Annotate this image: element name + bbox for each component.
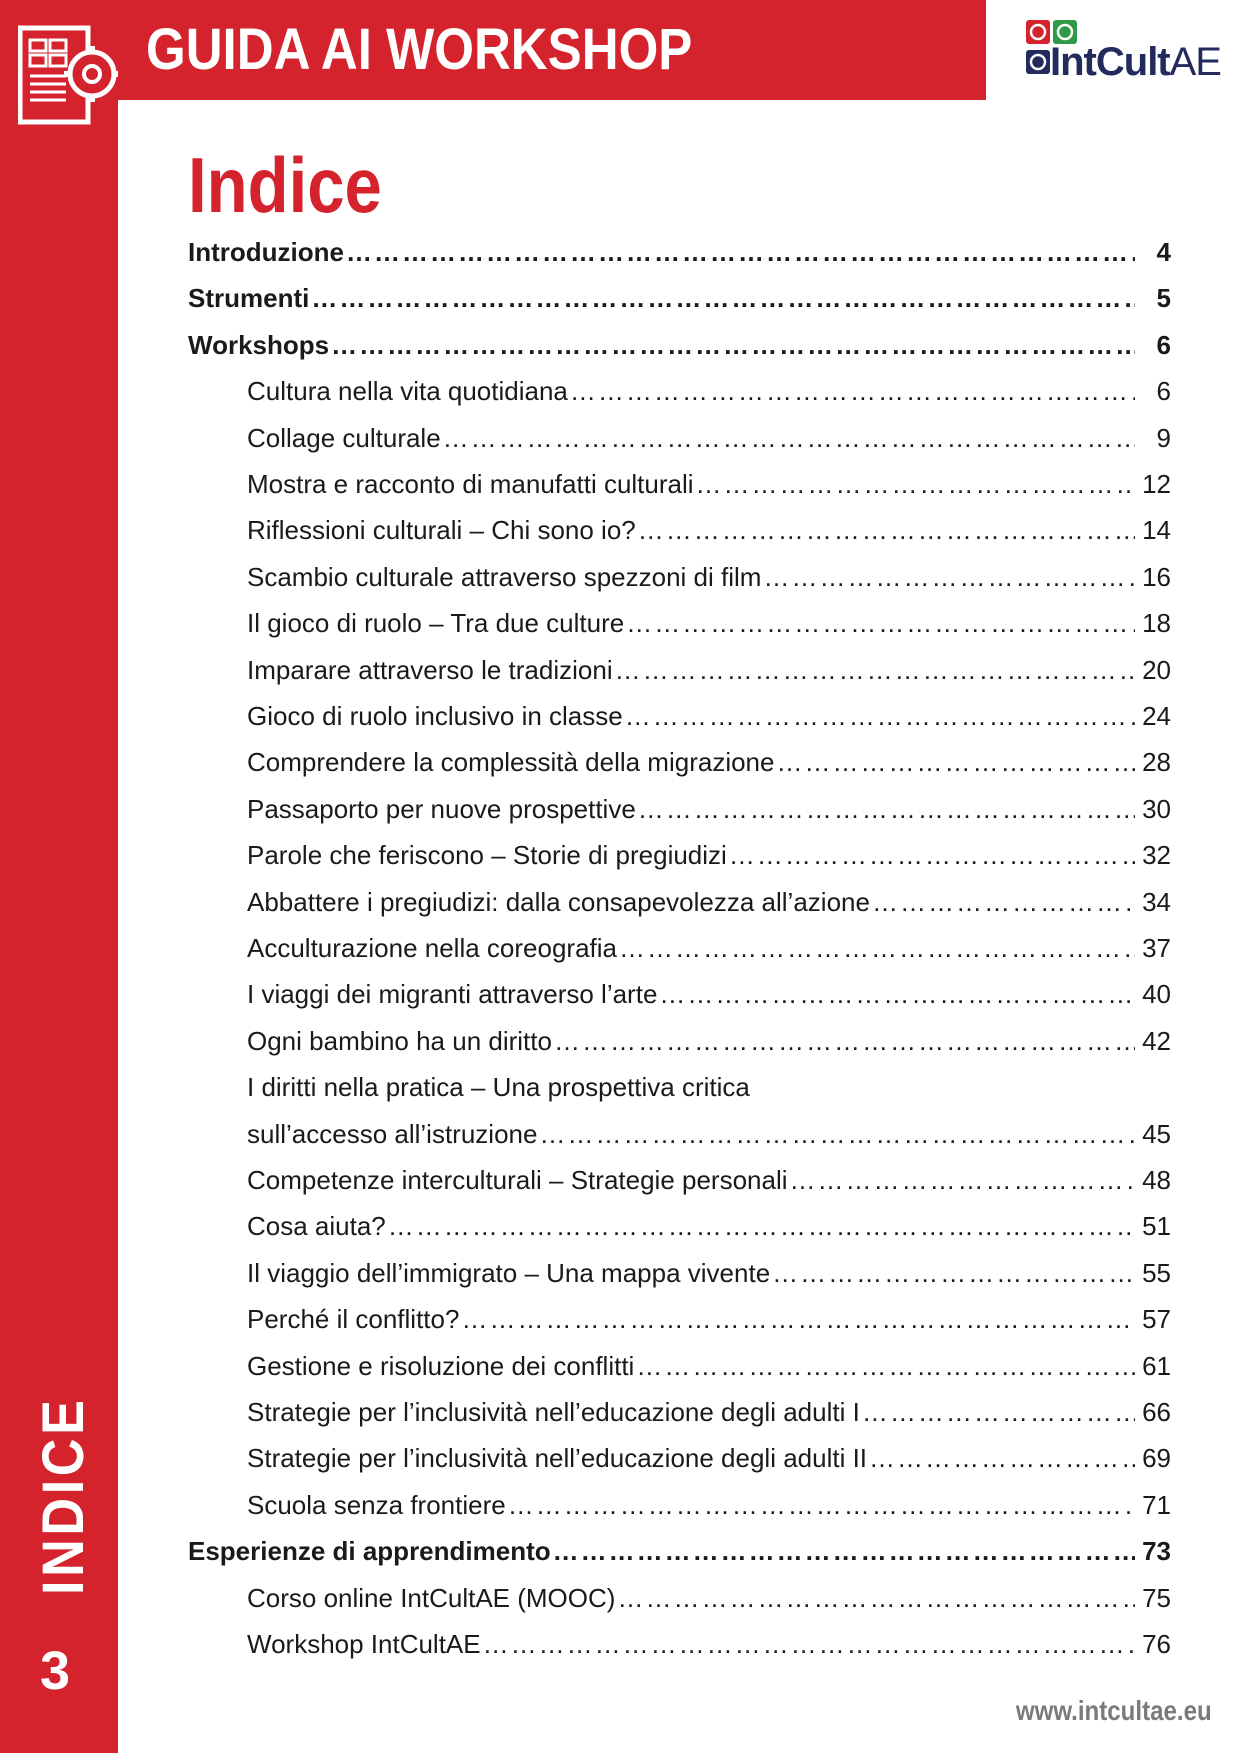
toc-entry-page: 37 bbox=[1142, 933, 1171, 963]
toc-entry-title: Comprendere la complessità della migrazione bbox=[247, 747, 775, 778]
toc-entry-page: 55 bbox=[1142, 1257, 1171, 1288]
toc-entry[interactable] bbox=[247, 414, 1171, 454]
toc-dot-leader bbox=[729, 839, 1135, 871]
toc-entry-title: Esperienze di apprendimento bbox=[188, 1536, 551, 1567]
toc-entry[interactable] bbox=[188, 274, 1171, 314]
toc-dot-leader bbox=[659, 978, 1135, 1010]
toc-entry-title: Ogni bambino ha un diritto bbox=[247, 1025, 552, 1056]
toc-dot-leader bbox=[461, 1303, 1135, 1335]
toc-entry-title: Il viaggio dell’immigrato – Una mappa vivente bbox=[247, 1257, 771, 1288]
toc-entry-page: 14 bbox=[1142, 515, 1171, 546]
toc-dot-leader bbox=[638, 514, 1135, 546]
toc-entry-page: 57 bbox=[1142, 1304, 1171, 1335]
toc-dot-leader bbox=[776, 746, 1135, 778]
toc-entry-page: 18 bbox=[1142, 608, 1171, 639]
toc-entry-page: 24 bbox=[1142, 701, 1171, 731]
toc-entry-title: Strumenti bbox=[188, 283, 310, 314]
toc-entry-page: 66 bbox=[1142, 1397, 1171, 1427]
toc-entry-page: 42 bbox=[1142, 1025, 1171, 1056]
guide-title: GUIDA AI WORKSHOP bbox=[146, 17, 693, 82]
toc-entry[interactable] bbox=[247, 367, 1171, 407]
toc-dot-leader bbox=[869, 1442, 1135, 1474]
toc-entry-title: I viaggi dei migranti attraverso l’arte bbox=[247, 979, 658, 1010]
toc-entry[interactable] bbox=[247, 785, 1171, 825]
toc-entry[interactable] bbox=[247, 924, 1171, 964]
toc-entry-page: 6 bbox=[1156, 376, 1171, 407]
toc-dot-leader bbox=[483, 1628, 1135, 1660]
toc-entry-title: Mostra e racconto di manufatti culturali bbox=[247, 469, 694, 499]
toc-entry-page: 5 bbox=[1156, 283, 1171, 314]
toc-dot-leader bbox=[790, 1164, 1135, 1196]
toc-entry[interactable] bbox=[247, 506, 1171, 546]
toc-dot-leader bbox=[388, 1210, 1135, 1242]
toc-entry-title: Strategie per l’inclusività nell’educazione degli adulti I bbox=[247, 1397, 860, 1427]
toc-dot-leader bbox=[626, 607, 1135, 639]
toc-entry[interactable] bbox=[247, 460, 1171, 500]
toc-entry-title: Cultura nella vita quotidiana bbox=[247, 376, 568, 407]
section-label-text: INDICE bbox=[31, 1396, 96, 1595]
toc-entry-page: 76 bbox=[1142, 1629, 1171, 1659]
toc-entry[interactable] bbox=[247, 1017, 1171, 1057]
toc-entry[interactable] bbox=[188, 321, 1171, 361]
toc-dot-leader bbox=[696, 468, 1135, 500]
toc-entry[interactable] bbox=[247, 1388, 1171, 1428]
workshop-guide-icon bbox=[18, 24, 118, 132]
toc-entry-page: 28 bbox=[1142, 747, 1171, 778]
toc-entry[interactable] bbox=[247, 970, 1171, 1010]
toc-entry[interactable] bbox=[247, 1295, 1171, 1335]
logo-wordmark-light: AE bbox=[1169, 40, 1221, 84]
toc-entry-page: 40 bbox=[1142, 979, 1171, 1010]
toc-dot-leader bbox=[553, 1535, 1135, 1567]
toc-entry[interactable] bbox=[188, 228, 1171, 268]
toc-entry-title: Workshops bbox=[188, 329, 330, 360]
toc-dot-leader bbox=[331, 329, 1135, 361]
toc-entry[interactable] bbox=[247, 1110, 1171, 1150]
toc-entry-page: 30 bbox=[1142, 793, 1171, 824]
toc-entry-page: 45 bbox=[1142, 1118, 1171, 1149]
toc-entry-page: 75 bbox=[1142, 1582, 1171, 1613]
toc-entry-page: 12 bbox=[1142, 469, 1171, 499]
toc-entry-title: Parole che feriscono – Storie di pregiudizi bbox=[247, 840, 727, 871]
toc-dot-leader bbox=[763, 561, 1135, 593]
toc-entry[interactable] bbox=[247, 738, 1171, 778]
toc-dot-leader bbox=[638, 793, 1135, 825]
toc-dot-leader bbox=[570, 375, 1135, 407]
toc-entry-page: 16 bbox=[1142, 561, 1171, 592]
toc-entry-title: Perché il conflitto? bbox=[247, 1304, 460, 1335]
toc-entry-title: Imparare attraverso le tradizioni bbox=[247, 654, 613, 685]
toc-dot-leader bbox=[862, 1396, 1135, 1428]
toc-entry-title: Strategie per l’inclusività nell’educazione degli adulti II bbox=[247, 1443, 868, 1474]
toc-entry[interactable] bbox=[247, 1574, 1171, 1614]
toc-entry[interactable] bbox=[247, 1434, 1171, 1474]
logo-wordmark-bold: IntCult bbox=[1050, 40, 1170, 84]
toc-entry[interactable] bbox=[247, 1481, 1171, 1521]
toc-dot-leader bbox=[872, 886, 1135, 918]
toc-entry-title: Corso online IntCultAE (MOOC) bbox=[247, 1582, 616, 1613]
toc-entry-title: Gestione e risoluzione dei conflitti bbox=[247, 1350, 635, 1381]
toc-dot-leader bbox=[554, 1025, 1135, 1057]
toc-dot-leader bbox=[772, 1257, 1135, 1289]
toc-entry-page: 61 bbox=[1142, 1350, 1171, 1381]
toc-entry[interactable] bbox=[247, 1202, 1171, 1242]
toc-entry-page: 20 bbox=[1142, 654, 1171, 685]
toc-entry-title: Scambio culturale attraverso spezzoni di film bbox=[247, 561, 762, 592]
toc-dot-leader bbox=[625, 700, 1135, 732]
toc-dot-leader bbox=[619, 932, 1135, 964]
toc-entry[interactable] bbox=[247, 1620, 1171, 1660]
page-number: 3 bbox=[40, 1641, 71, 1701]
toc-entry[interactable] bbox=[247, 1156, 1171, 1196]
toc-entry-title: Il gioco di ruolo – Tra due culture bbox=[247, 608, 625, 639]
toc-entry-page: 71 bbox=[1142, 1489, 1171, 1520]
toc-entry-title: Acculturazione nella coreografia bbox=[247, 933, 617, 963]
toc-dot-leader bbox=[539, 1118, 1135, 1150]
toc-dot-leader bbox=[443, 422, 1135, 454]
toc-entry[interactable] bbox=[247, 553, 1171, 593]
toc-entry[interactable] bbox=[247, 831, 1171, 871]
toc-entry[interactable] bbox=[247, 692, 1171, 732]
toc-entry[interactable] bbox=[247, 1063, 1171, 1103]
toc-entry-title: Competenze interculturali – Strategie personali bbox=[247, 1165, 788, 1195]
toc-entry-title: Introduzione bbox=[188, 237, 344, 267]
toc-entry-title: Passaporto per nuove prospettive bbox=[247, 793, 636, 824]
toc-entry-page: 6 bbox=[1156, 329, 1171, 360]
footer-website-link[interactable]: www.intcultae.eu bbox=[1016, 1695, 1212, 1726]
toc-entry-page: 51 bbox=[1142, 1211, 1171, 1242]
toc-dot-leader bbox=[636, 1350, 1135, 1382]
toc-entry-title: sull’accesso all’istruzione bbox=[247, 1118, 538, 1149]
section-label bbox=[30, 1235, 96, 1595]
toc-dot-leader bbox=[617, 1582, 1135, 1614]
toc-entry-page: 32 bbox=[1142, 840, 1171, 871]
toc-entry-page: 4 bbox=[1156, 237, 1171, 267]
toc-dot-leader bbox=[346, 236, 1135, 268]
toc-dot-leader bbox=[615, 654, 1135, 686]
toc-entry-title: Abbattere i pregiudizi: dalla consapevolezza all’azione bbox=[247, 886, 870, 917]
toc-entry-title: Riflessioni culturali – Chi sono io? bbox=[247, 515, 636, 546]
toc-dot-leader bbox=[508, 1489, 1135, 1521]
toc-entry-title: Gioco di ruolo inclusivo in classe bbox=[247, 701, 623, 731]
page-title: Indice bbox=[188, 141, 382, 229]
toc-dot-leader bbox=[311, 282, 1135, 314]
logo-wordmark bbox=[1050, 40, 1221, 85]
toc-entry-title: I diritti nella pratica – Una prospettiva critica bbox=[247, 1072, 750, 1103]
toc-entry-page: 69 bbox=[1142, 1443, 1171, 1474]
toc-entry[interactable] bbox=[247, 1249, 1171, 1289]
toc-entry[interactable] bbox=[247, 1342, 1171, 1382]
toc-entry[interactable] bbox=[247, 878, 1171, 918]
toc-entry-page: 34 bbox=[1142, 886, 1171, 917]
toc-entry-title: Workshop IntCultAE bbox=[247, 1629, 481, 1659]
toc-entry[interactable] bbox=[247, 599, 1171, 639]
toc-entry-title: Scuola senza frontiere bbox=[247, 1489, 506, 1520]
toc-entry[interactable] bbox=[188, 1527, 1171, 1567]
toc-entry[interactable] bbox=[247, 646, 1171, 686]
toc-entry-page: 9 bbox=[1156, 422, 1171, 453]
toc-entry-title: Cosa aiuta? bbox=[247, 1211, 386, 1242]
toc-entry-page: 73 bbox=[1142, 1536, 1171, 1567]
toc-entry-page: 48 bbox=[1142, 1165, 1171, 1195]
toc-entry-title: Collage culturale bbox=[247, 422, 441, 453]
